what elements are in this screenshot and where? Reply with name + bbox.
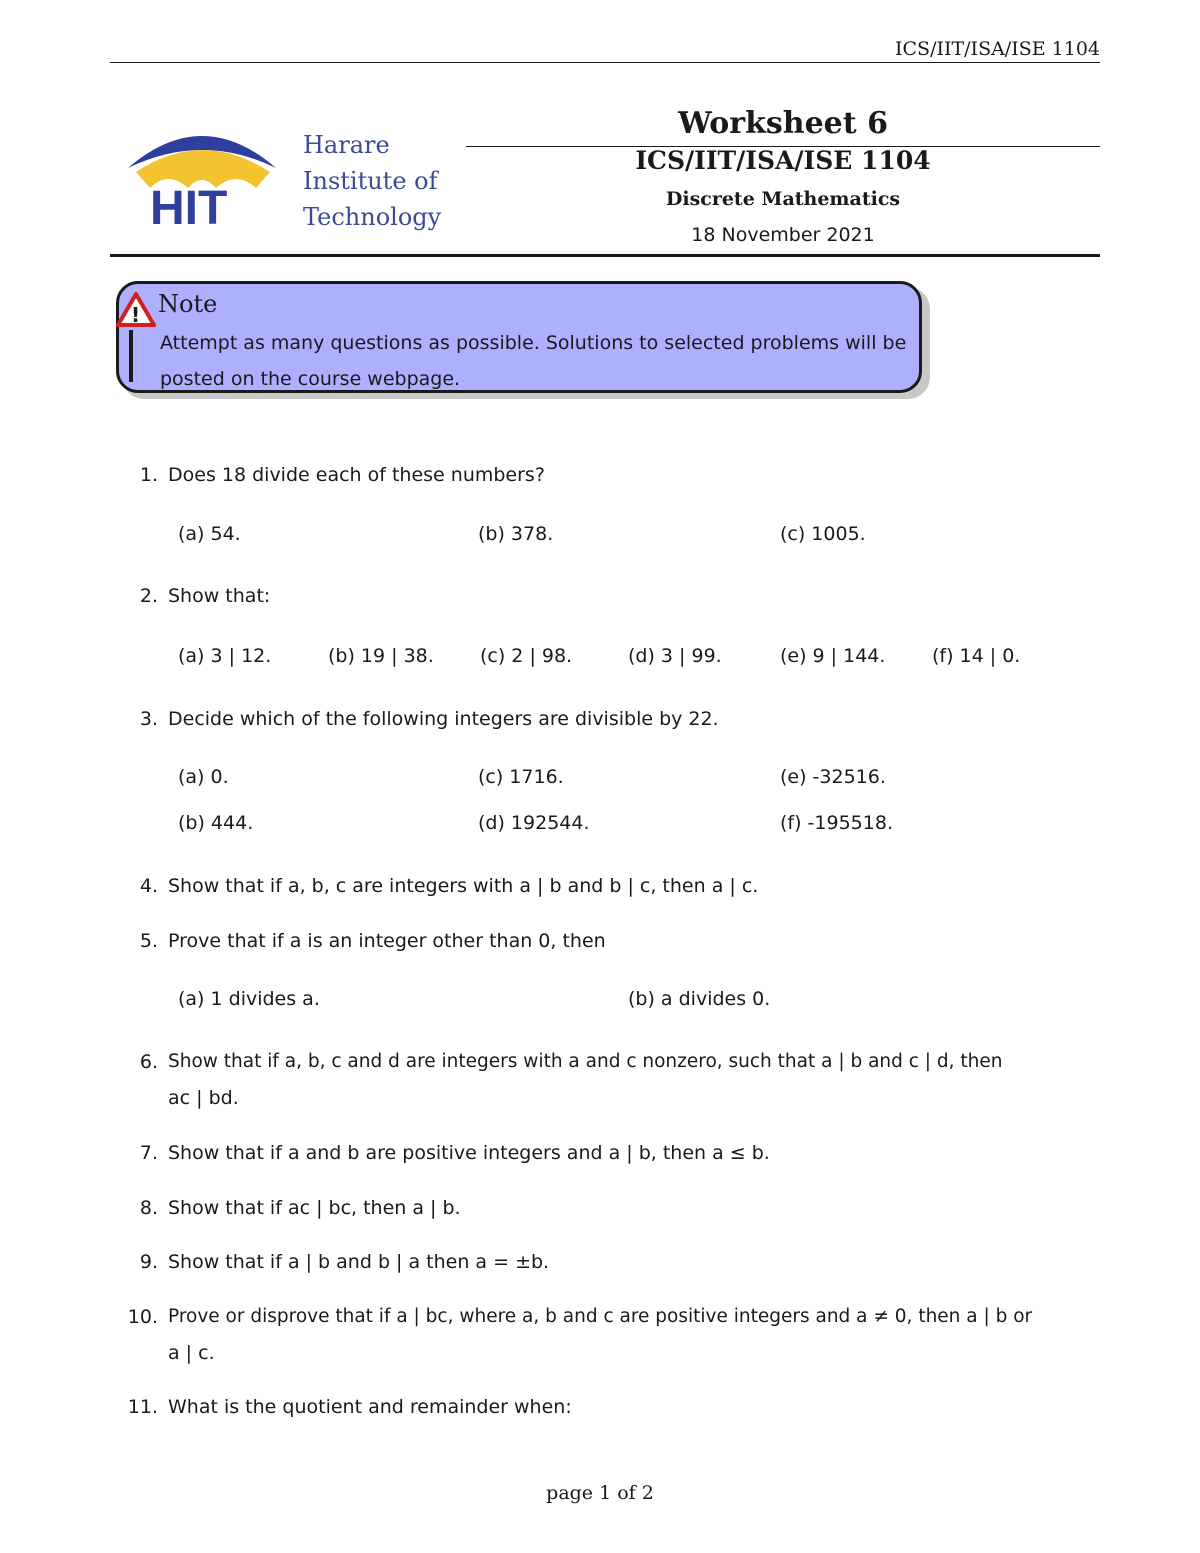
institution-name-line-3: Technology: [303, 203, 442, 231]
q5-number: 5.: [139, 930, 158, 952]
hit-logo-graphic: [124, 110, 294, 240]
note-text: Attempt as many questions as possible. Solutions to selected problems will be posted on the course webpage.: [160, 332, 907, 390]
worksheet-course-code: ICS/IIT/ISA/ISE 1104: [635, 146, 931, 175]
q1-part-b: (b) 378.: [478, 523, 554, 545]
q3-part-d: (d) 192544.: [478, 812, 590, 834]
q4-text: Show that if a, b, c are integers with a | b and b | c, then a | c.: [168, 875, 759, 897]
q2-part-d: (d) 3 | 99.: [628, 645, 722, 667]
institution-name-line-2: Institute of: [303, 167, 438, 195]
q10-number: 10.: [127, 1306, 158, 1328]
note-title: Note: [158, 290, 218, 318]
q3-part-b: (b) 444.: [178, 812, 254, 834]
q6-text-line-2: ac | bd.: [168, 1087, 239, 1109]
q2-part-f: (f) 14 | 0.: [932, 645, 1021, 667]
q11-number: 11.: [127, 1396, 158, 1418]
institution-name-line-1: Harare: [303, 131, 390, 159]
warning-icon: [116, 292, 156, 328]
q11-text: What is the quotient and remainder when:: [168, 1396, 572, 1418]
q8-number: 8.: [139, 1197, 158, 1219]
q3-number: 3.: [139, 708, 158, 730]
q3-part-c: (c) 1716.: [478, 766, 564, 788]
q3-part-a: (a) 0.: [178, 766, 229, 788]
q6-text-line-1: Show that if a, b, c and d are integers with a and c nonzero, such that a | b and c | d, then: [168, 1051, 1003, 1072]
q2-part-c: (c) 2 | 98.: [480, 645, 573, 667]
q1-part-a: (a) 54.: [178, 523, 241, 545]
q3-part-e: (e) -32516.: [780, 766, 886, 788]
q2-part-b: (b) 19 | 38.: [328, 645, 434, 667]
svg-text:!: !: [131, 303, 141, 327]
worksheet-title: Worksheet 6: [678, 106, 888, 141]
q1-text: Does 18 divide each of these numbers?: [168, 464, 545, 486]
q2-text: Show that:: [168, 585, 271, 607]
q9-number: 9.: [139, 1251, 158, 1273]
q5-part-b: (b) a divides 0.: [628, 988, 771, 1010]
q7-number: 7.: [139, 1142, 158, 1164]
q10-text-line-2: a | c.: [168, 1342, 215, 1364]
logo-text: HIT: [150, 182, 228, 235]
q9-text: Show that if a | b and b | a then a = ±b.: [168, 1251, 550, 1273]
q1-number: 1.: [139, 464, 158, 486]
q3-part-f: (f) -195518.: [780, 812, 893, 834]
page-number: page 1 of 2: [546, 1482, 654, 1504]
header-rule: [110, 62, 1100, 63]
q4-number: 4.: [139, 875, 158, 897]
q2-part-e: (e) 9 | 144.: [780, 645, 886, 667]
worksheet-subject: Discrete Mathematics: [665, 188, 901, 210]
q7-text: Show that if a and b are positive integers and a | b, then a ≤ b.: [168, 1142, 770, 1164]
q5-part-a: (a) 1 divides a.: [178, 988, 320, 1010]
title-block-rule: [110, 254, 1100, 257]
note-bar: [129, 330, 133, 382]
q1-part-c: (c) 1005.: [780, 523, 866, 545]
worksheet-date: 18 November 2021: [691, 224, 875, 246]
q5-text: Prove that if a is an integer other than 0, then: [168, 930, 606, 952]
q6-number: 6.: [139, 1051, 158, 1073]
q2-part-a: (a) 3 | 12.: [178, 645, 272, 667]
institution-name: [303, 127, 441, 235]
header-course-code: ICS/IIT/ISA/ISE 1104: [895, 38, 1100, 60]
q2-number: 2.: [139, 585, 158, 607]
q8-text: Show that if ac | bc, then a | b.: [168, 1197, 461, 1219]
q10-text-line-1: Prove or disprove that if a | bc, where a, b and c are positive integers and a ≠ 0, then a | b or: [168, 1306, 1033, 1327]
q3-text: Decide which of the following integers are divisible by 22.: [168, 708, 719, 730]
